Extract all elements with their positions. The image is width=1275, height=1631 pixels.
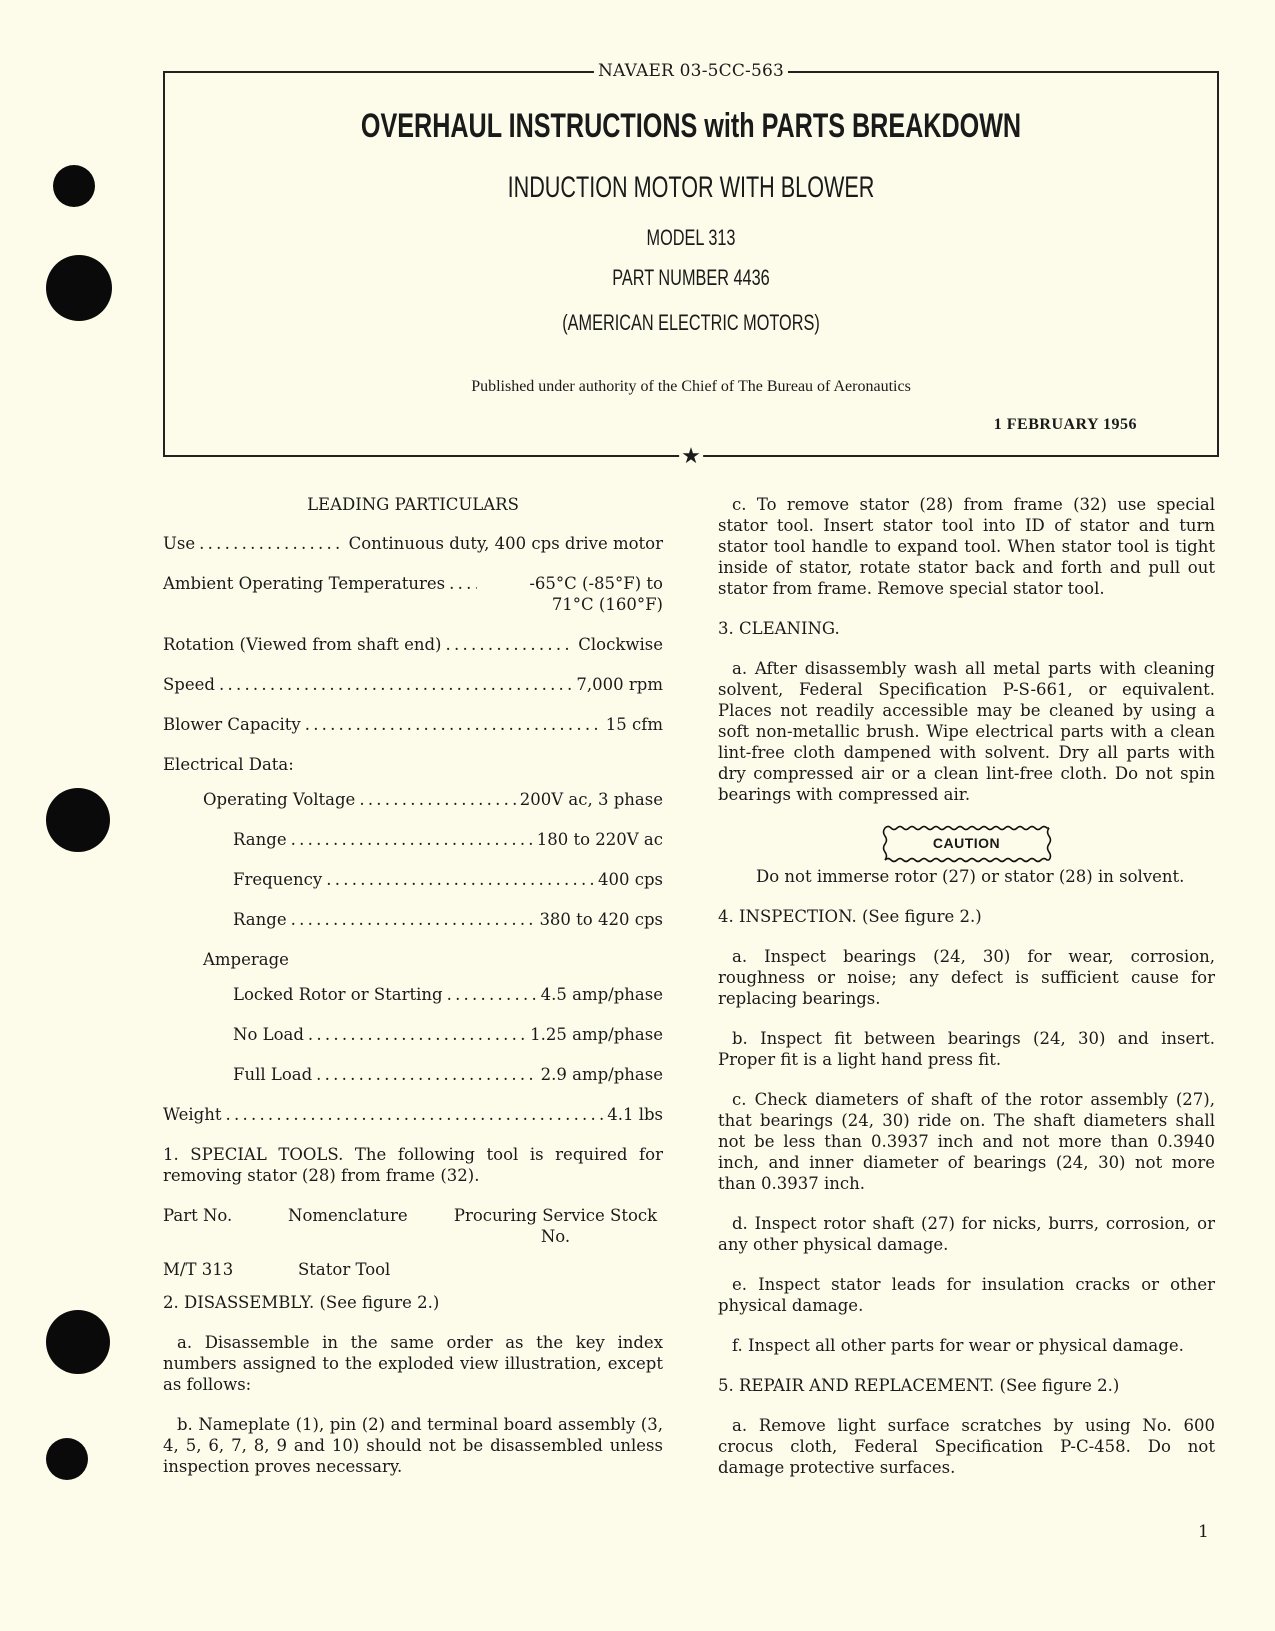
spec-label: No Load xyxy=(233,1025,304,1044)
title-block xyxy=(163,61,1219,469)
spec-label: Speed xyxy=(163,675,215,694)
inspection-heading: 4. INSPECTION. (See figure 2.) xyxy=(718,907,982,926)
spec-value-continued: 71°C (160°F) xyxy=(551,595,663,614)
leader-dots xyxy=(225,1104,603,1125)
leader-dots xyxy=(316,1064,536,1085)
spec-row-voltage-range xyxy=(163,829,663,850)
spec-row-speed xyxy=(163,674,663,695)
spec-value: 4.1 lbs xyxy=(607,1105,663,1124)
table-cell-part-no: M/T 313 xyxy=(163,1260,234,1279)
spec-row-use xyxy=(163,533,663,554)
binder-hole-icon xyxy=(46,255,112,321)
right-column xyxy=(718,494,1215,1497)
spec-value: 180 to 220V ac xyxy=(536,830,663,849)
model-number: MODEL 313 xyxy=(646,225,736,250)
spec-row-full-load xyxy=(163,1064,663,1085)
spec-value: -65°C (-85°F) to xyxy=(529,574,663,593)
spec-label: Range xyxy=(233,830,287,849)
cleaning-step-a: a. After disassembly wash all metal parts with cleaning solvent, Federal Specification P-S-661, or equivalent. Places not readily accessible may be cleaned by using a soft non-metallic brush. Wipe electrical parts with a clean lint-free cloth dampened with solvent. Dry all parts with dry compressed air or a clean lint-free cloth. Do not spin bearings with compressed air. xyxy=(718,659,1215,804)
column-header: Procuring Service Stock No. xyxy=(453,1206,658,1246)
spec-label: Locked Rotor or Starting xyxy=(233,985,443,1004)
leader-dots xyxy=(359,789,515,810)
cleaning-heading: 3. CLEANING. xyxy=(718,619,840,638)
spec-label: Weight xyxy=(163,1105,222,1124)
spec-row-operating-voltage xyxy=(163,789,663,810)
inspection-step-c: c. Check diameters of shaft of the rotor assembly (27), that bearings (24, 30) ride on. The shaft diameters shall not be less than 0.3937 inch and not more than 0.3940 inch, and inner diameter of bearings (24, 30) not more than 0.3937 inch. xyxy=(718,1090,1215,1193)
binder-hole-icon xyxy=(46,1438,88,1480)
caution-box xyxy=(882,824,1052,862)
leader-dots xyxy=(291,909,536,930)
spec-label: Blower Capacity xyxy=(163,715,301,734)
spec-value: Continuous duty, 400 cps drive motor xyxy=(348,534,663,553)
disassembly-step-a: a. Disassemble in the same order as the key index numbers assigned to the exploded view illustration, except as follows: xyxy=(163,1333,663,1394)
leader-dots xyxy=(199,533,344,554)
spec-row-frequency-range xyxy=(163,909,663,930)
spec-label: Frequency xyxy=(233,870,323,889)
authority-statement: Published under authority of the Chief of The Bureau of Aeronautics xyxy=(471,378,911,395)
inspection-step-e: e. Inspect stator leads for insulation cracks or other physical damage. xyxy=(718,1275,1215,1315)
leader-dots xyxy=(447,984,537,1005)
leader-dots xyxy=(326,869,594,890)
caution-label: CAUTION xyxy=(932,834,1001,851)
spec-value: 1.25 amp/phase xyxy=(530,1025,663,1044)
spec-row-locked-rotor xyxy=(163,984,663,1005)
inspection-step-f: f. Inspect all other parts for wear or physical damage. xyxy=(732,1336,1184,1355)
spec-value: 380 to 420 cps xyxy=(539,910,663,929)
caution-text: Do not immerse rotor (27) or stator (28) in solvent. xyxy=(756,867,1185,886)
spec-row-no-load xyxy=(163,1024,663,1045)
leader-dots xyxy=(445,634,574,655)
amperage-heading: Amperage xyxy=(203,950,289,969)
leading-particulars-heading: LEADING PARTICULARS xyxy=(307,495,519,514)
binder-hole-icon xyxy=(46,788,110,852)
inspection-step-d: d. Inspect rotor shaft (27) for nicks, burrs, corrosion, or any other physical damage. xyxy=(718,1214,1215,1254)
leader-dots xyxy=(291,829,533,850)
spec-row-blower xyxy=(163,714,663,735)
part-number: PART NUMBER 4436 xyxy=(612,265,770,290)
spec-label: Operating Voltage xyxy=(203,790,356,809)
document-title: OVERHAUL INSTRUCTIONS with PARTS BREAKDOWN xyxy=(360,107,1022,145)
inspection-step-b: b. Inspect fit between bearings (24, 30) and insert. Proper fit is a light hand press fit. xyxy=(718,1029,1215,1069)
table-cell-nomenclature: Stator Tool xyxy=(298,1260,391,1279)
disassembly-step-b: b. Nameplate (1), pin (2) and terminal board assembly (3, 4, 5, 6, 7, 8, 9 and 10) should not be disassembled unless inspection proves necessary. xyxy=(163,1415,663,1476)
page-number: 1 xyxy=(1198,1522,1209,1542)
column-header: Nomenclature xyxy=(288,1206,408,1225)
leader-dots xyxy=(305,714,602,735)
special-tools-paragraph: 1. SPECIAL TOOLS. The following tool is required for removing stator (28) from frame (32). xyxy=(163,1145,663,1185)
spec-row-weight xyxy=(163,1104,663,1125)
spec-value: 2.9 amp/phase xyxy=(540,1065,663,1084)
document-number: NAVAER 03-5CC-563 xyxy=(594,61,788,81)
disassembly-heading: 2. DISASSEMBLY. (See figure 2.) xyxy=(163,1293,440,1312)
spec-value: 7,000 rpm xyxy=(576,675,663,694)
spec-value: 15 cfm xyxy=(605,715,663,734)
spec-row-frequency xyxy=(163,869,663,890)
spec-label: Rotation (Viewed from shaft end) xyxy=(163,635,442,654)
publication-date: 1 FEBRUARY 1956 xyxy=(993,416,1137,433)
special-tools-table xyxy=(163,1205,663,1280)
equipment-name: INDUCTION MOTOR WITH BLOWER xyxy=(507,171,875,204)
leader-dots xyxy=(449,573,477,594)
inspection-step-a: a. Inspect bearings (24, 30) for wear, corrosion, roughness or noise; any defect is sufficient cause for replacing bearings. xyxy=(718,947,1215,1008)
repair-step-a: a. Remove light surface scratches by using No. 600 crocus cloth, Federal Specification P-C-458. Do not damage protective surfaces. xyxy=(718,1416,1215,1477)
table-cell-stock-no xyxy=(448,1259,663,1280)
leader-dots xyxy=(219,674,572,695)
spec-value: 400 cps xyxy=(597,870,663,889)
disassembly-step-c: c. To remove stator (28) from frame (32) use special stator tool. Insert stator tool into ID of stator and turn stator tool handle to expand tool. When stator tool is tight inside of stator, rotate stator back and forth and pull out stator from frame. Remove special stator tool. xyxy=(718,495,1215,598)
spec-row-rotation xyxy=(163,634,663,655)
spec-label: Full Load xyxy=(233,1065,313,1084)
spec-label: Ambient Operating Temperatures xyxy=(163,574,446,593)
star-icon: ★ xyxy=(681,444,701,469)
spec-label: Range xyxy=(233,910,287,929)
column-header: Part No. xyxy=(163,1206,233,1225)
binder-hole-icon xyxy=(53,165,95,207)
spec-value: Clockwise xyxy=(578,635,663,654)
spec-value: 4.5 amp/phase xyxy=(540,985,663,1004)
spec-row-ambient xyxy=(163,573,663,615)
electrical-data-heading: Electrical Data: xyxy=(163,755,294,774)
spec-label: Use xyxy=(163,534,196,553)
manufacturer: (AMERICAN ELECTRIC MOTORS) xyxy=(562,310,820,335)
leader-dots xyxy=(308,1024,526,1045)
repair-heading: 5. REPAIR AND REPLACEMENT. (See figure 2.) xyxy=(718,1376,1120,1395)
left-column xyxy=(163,494,663,1496)
binder-hole-icon xyxy=(46,1310,110,1374)
spec-value: 200V ac, 3 phase xyxy=(519,790,663,809)
